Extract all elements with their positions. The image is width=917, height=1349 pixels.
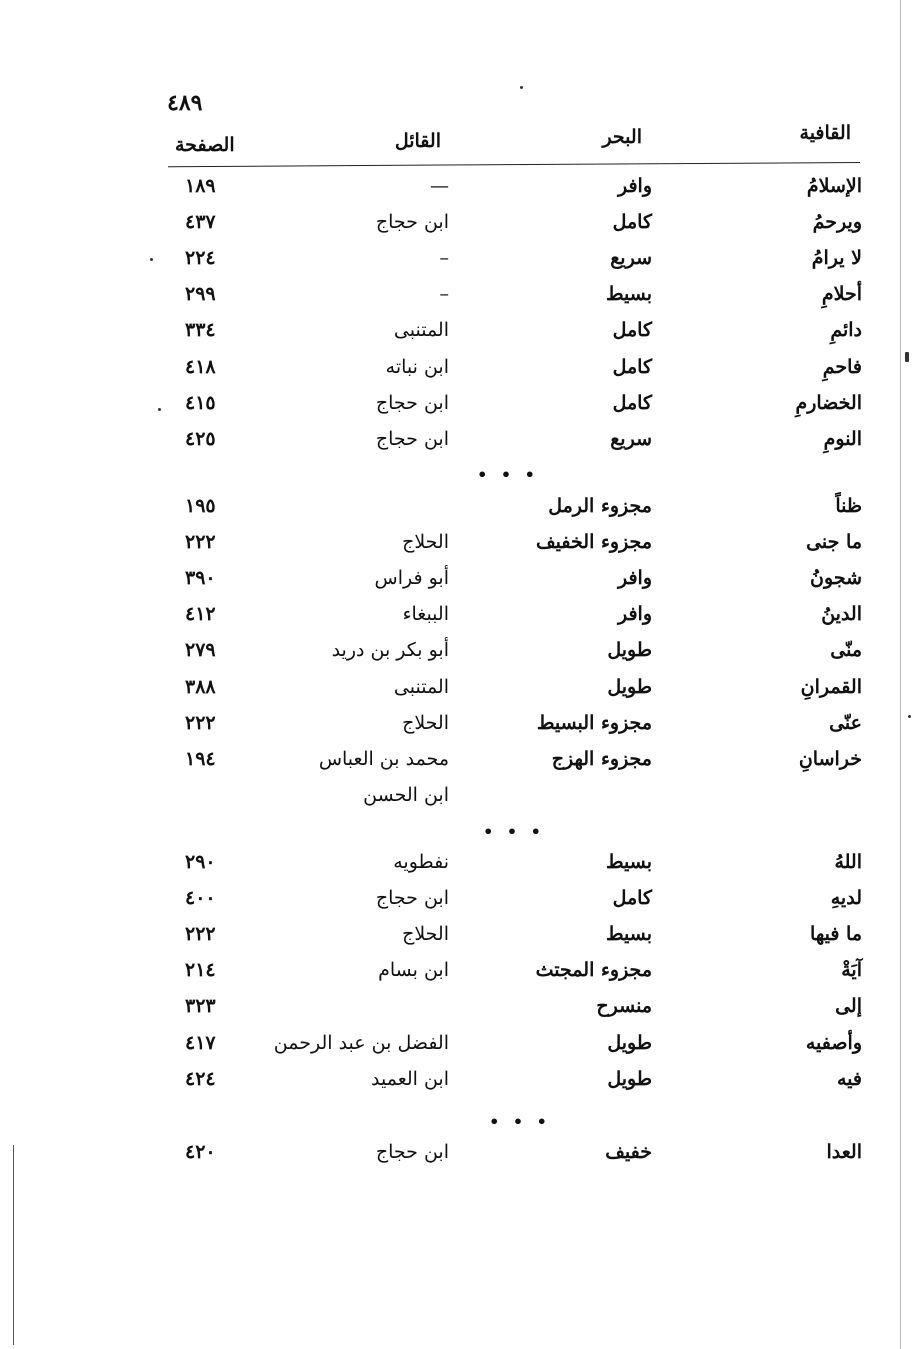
- meter-cell: طويل: [607, 639, 652, 662]
- poet-cell: نفطويه: [393, 851, 449, 873]
- rhyme-cell: الخضارمِ: [795, 391, 862, 414]
- rhyme-cell: فيه: [836, 1067, 862, 1090]
- poet-cell: محمد بن العباس: [318, 747, 449, 770]
- section-separator: • • •: [483, 822, 545, 841]
- meter-cell: وافر: [617, 567, 652, 590]
- table-row: [0, 528, 917, 564]
- poet-cell: ابن حجاج: [375, 391, 449, 414]
- page-cell: ٤٢٠: [185, 1141, 216, 1163]
- table-row: [0, 389, 917, 425]
- rhyme-cell: ظناً: [835, 495, 862, 517]
- rhyme-cell: ما جنى: [806, 531, 862, 554]
- table-row: [0, 244, 917, 280]
- table-row: [0, 1065, 917, 1101]
- page-cell: ٤١٥: [185, 391, 216, 414]
- poet-cell: ابن حجاج: [375, 1141, 449, 1163]
- page-cell: ٢٧٩: [185, 639, 216, 662]
- table-row: [0, 848, 917, 884]
- rhyme-cell: عنّى: [829, 711, 862, 734]
- poet-cell: —: [430, 175, 449, 197]
- rhyme-cell: ما فيها: [810, 923, 862, 946]
- poet-cell: الببغاء: [402, 603, 449, 626]
- poet-cell: ابن الحسن: [363, 783, 449, 806]
- poet-cell: ابن حجاج: [375, 427, 449, 450]
- rhyme-cell: فاحمِ: [822, 355, 862, 378]
- page-cell: ٣٨٨: [185, 675, 216, 698]
- meter-cell: طويل: [607, 1031, 652, 1054]
- page-cell: ٢٩٩: [185, 283, 216, 306]
- rhyme-cell: لا يرامُ: [811, 247, 862, 270]
- poet-cell: ابن نباته: [385, 355, 449, 378]
- section-separator: • • •: [489, 1112, 551, 1131]
- rhyme-cell: الدينُ: [821, 603, 862, 626]
- page-cell: ٤١٢: [185, 603, 216, 626]
- table-row: [0, 956, 917, 992]
- meter-cell: كامل: [612, 211, 652, 234]
- rhyme-cell: آيَةْ: [841, 959, 862, 982]
- table-row: [0, 280, 917, 316]
- page-cell: ١٨٩: [185, 175, 216, 197]
- meter-cell: كامل: [612, 887, 652, 910]
- page-cell: ٣٢٣: [185, 995, 216, 1018]
- meter-cell: مجزوء الرمل: [548, 495, 652, 517]
- table-row: [0, 709, 917, 745]
- table-row: [0, 316, 917, 352]
- rhyme-cell: وأصفيه: [805, 1031, 862, 1054]
- poet-cell: الحلاج: [402, 923, 449, 946]
- meter-cell: بسيط: [605, 851, 652, 873]
- page-cell: ٣٩٠: [185, 567, 216, 590]
- rhyme-cell: النومِ: [823, 427, 862, 450]
- page-cell: ٤٢٤: [185, 1067, 216, 1090]
- rhyme-cell: ويرحمُ: [812, 211, 862, 234]
- poet-cell: ابن حجاج: [375, 211, 449, 234]
- rhyme-cell: الإسلامُ: [806, 175, 862, 197]
- table-row: [0, 564, 917, 600]
- rhyme-cell: إلى: [835, 995, 862, 1018]
- table-row: [0, 781, 917, 817]
- meter-cell: طويل: [607, 1067, 652, 1090]
- table-row: [0, 492, 917, 528]
- poet-cell: –: [439, 283, 449, 306]
- rhyme-cell: اللهُ: [834, 851, 862, 873]
- table-row: [0, 884, 917, 920]
- page-cell: ١٩٥: [185, 495, 216, 517]
- header-meter: البحر: [602, 126, 642, 148]
- poet-cell: الحلاج: [402, 711, 449, 734]
- table-row: [0, 425, 917, 461]
- header-poet: القائل: [394, 130, 441, 152]
- meter-cell: كامل: [612, 391, 652, 414]
- rhyme-cell: القمرانِ: [800, 675, 862, 698]
- meter-cell: بسيط: [605, 923, 652, 946]
- page-cell: ٢٢٤: [185, 247, 216, 270]
- rhyme-cell: خراسانِ: [798, 747, 862, 770]
- poet-cell: ابن حجاج: [375, 887, 449, 910]
- rhyme-cell: منّى: [830, 639, 862, 662]
- table-row: [0, 600, 917, 636]
- meter-cell: مجزوء الهزج: [551, 747, 652, 770]
- meter-cell: خفيف: [605, 1141, 652, 1163]
- poet-cell: ابن العميد: [371, 1067, 449, 1090]
- page-cell: ٤٣٧: [185, 211, 216, 234]
- table-row: [0, 353, 917, 389]
- meter-cell: مجزوء الخفيف: [536, 531, 652, 554]
- page-cell: ٢٩٠: [185, 851, 216, 873]
- table-row: [0, 745, 917, 781]
- section-separator: • • •: [477, 465, 539, 484]
- meter-cell: سريع: [610, 427, 652, 450]
- header-rule: [168, 162, 860, 167]
- meter-cell: منسرح: [596, 995, 652, 1018]
- table-row: [0, 673, 917, 709]
- page-cell: ٣٣٤: [185, 319, 216, 342]
- meter-cell: كامل: [612, 355, 652, 378]
- table-row: [0, 636, 917, 672]
- poet-cell: أبو فراس: [374, 567, 449, 590]
- table-header: [0, 122, 917, 162]
- rhyme-cell: دائمِ: [830, 319, 862, 342]
- meter-cell: كامل: [612, 319, 652, 342]
- poet-cell: الفضل بن عبد الرحمن: [273, 1031, 449, 1054]
- page-cell: ٤٢٥: [185, 427, 216, 450]
- page-cell: ٤٠٠: [185, 887, 216, 910]
- page-cell: ٢٢٢: [185, 923, 216, 946]
- page-cell: ٤١٨: [185, 355, 216, 378]
- page-cell: ٤١٧: [185, 1031, 216, 1054]
- poet-cell: الحلاج: [402, 531, 449, 554]
- meter-cell: بسيط: [605, 283, 652, 306]
- table-row: [0, 1138, 917, 1174]
- header-page: الصفحة: [175, 134, 235, 156]
- meter-cell: طويل: [607, 675, 652, 698]
- meter-cell: وافر: [617, 603, 652, 626]
- meter-cell: مجزوء المجتث: [535, 959, 652, 982]
- rhyme-cell: أحلامِ: [821, 283, 862, 306]
- page-cell: ٢٢٢: [185, 531, 216, 554]
- page-cell: ٢٢٢: [185, 711, 216, 734]
- poet-cell: المتنبى: [393, 675, 449, 698]
- poet-cell: المتنبى: [393, 319, 449, 342]
- table-row: [0, 992, 917, 1028]
- poet-cell: ابن بسام: [378, 959, 449, 982]
- table-row: [0, 920, 917, 956]
- page-cell: ٢١٤: [185, 959, 216, 982]
- scan-speck: [520, 86, 523, 89]
- rhyme-cell: لديهِ: [830, 887, 862, 910]
- table-row: [0, 172, 917, 208]
- meter-cell: وافر: [617, 175, 652, 197]
- rhyme-cell: العدا: [826, 1141, 862, 1163]
- table-row: [0, 1029, 917, 1065]
- page-number: ٤٨٩: [167, 90, 203, 116]
- binding-edge-line: [13, 1145, 14, 1345]
- poet-cell: أبو بكر بن دريد: [331, 639, 449, 662]
- header-rhyme: القافية: [799, 122, 851, 144]
- table-row: [0, 208, 917, 244]
- meter-cell: سريع: [610, 247, 652, 270]
- page-cell: ١٩٤: [185, 747, 216, 770]
- poet-cell: –: [439, 247, 449, 270]
- rhyme-cell: شجونُ: [810, 567, 862, 590]
- meter-cell: مجزوء البسيط: [536, 711, 652, 734]
